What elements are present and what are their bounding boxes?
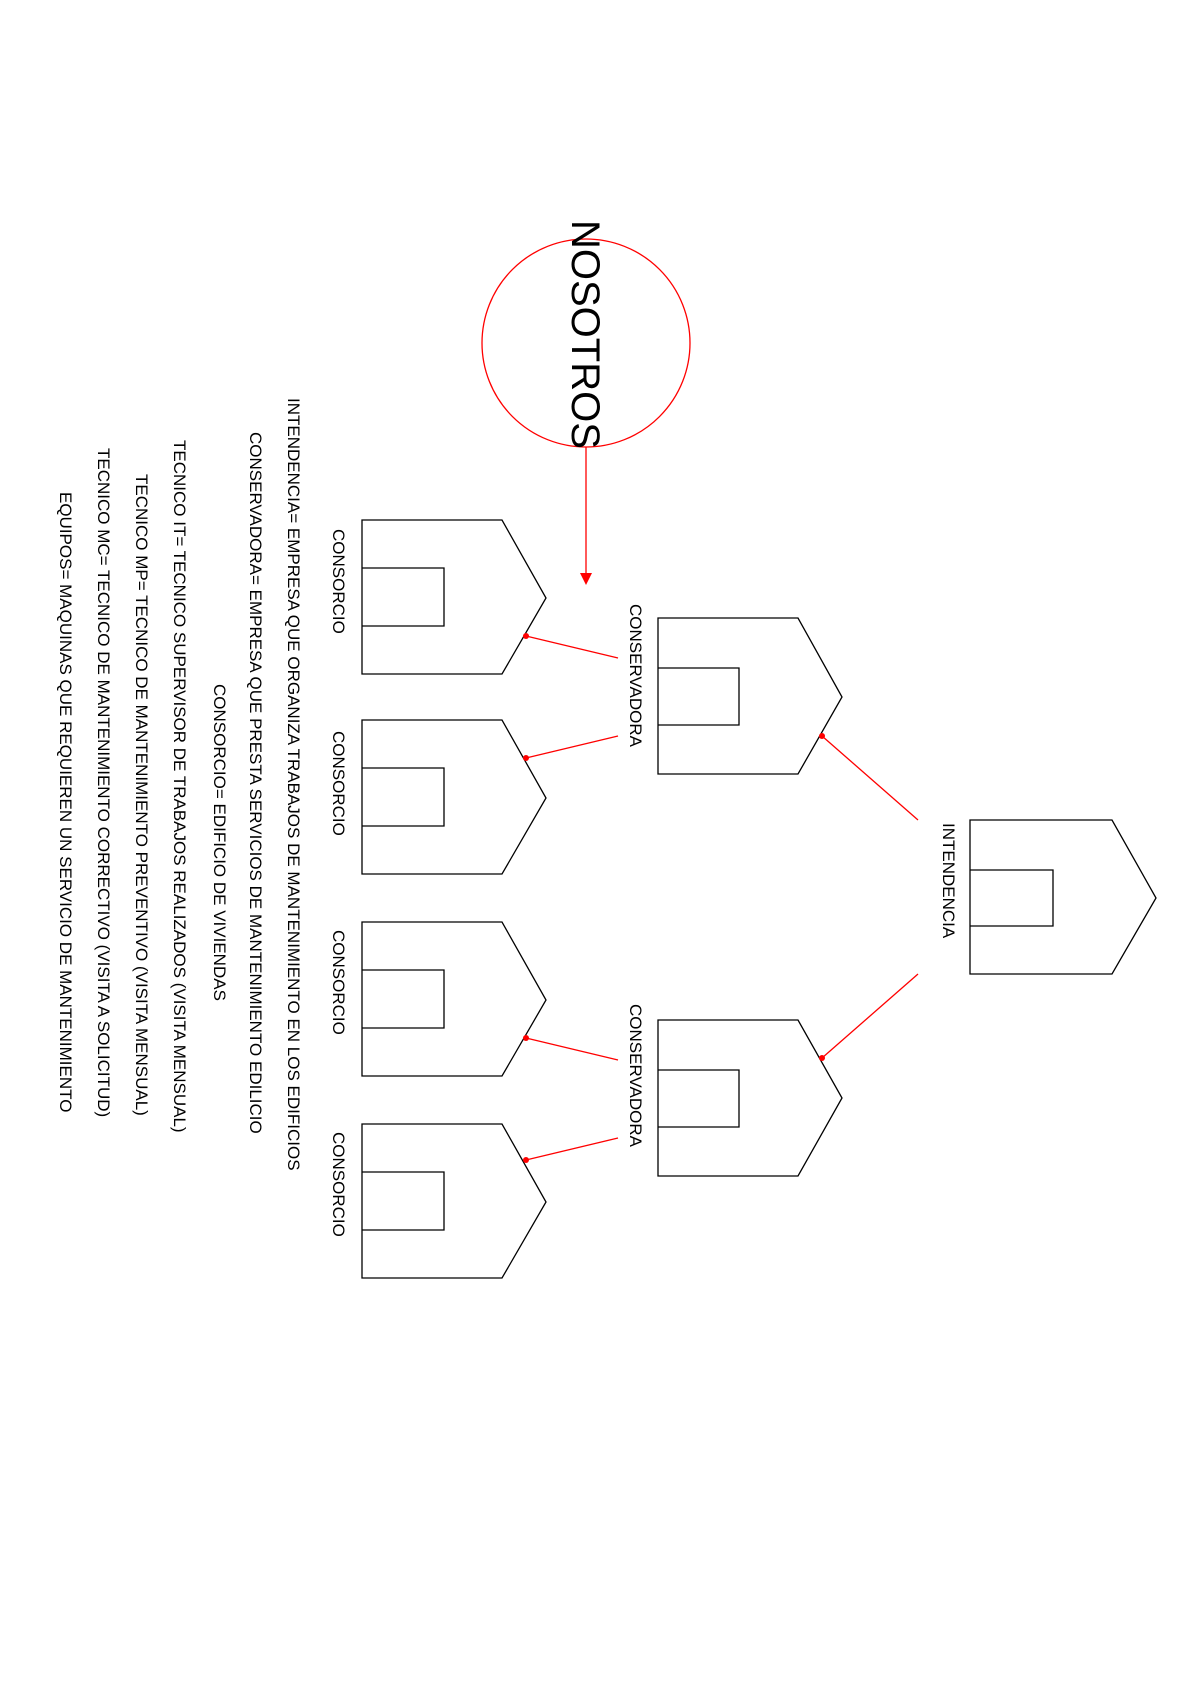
node-consorcio-1 xyxy=(329,520,546,674)
arrowhead-down xyxy=(580,573,592,585)
legend xyxy=(56,398,303,1171)
legend-line-1: INTENDENCIA= EMPRESA QUE ORGANIZA TRABAJOS DE MANTENIMIENTO EN LOS EDIFICIOS xyxy=(284,398,303,1171)
legend-line-5: TECNICO MP= TECNICO DE MANTENIMIENTO PREVENTIVO (VISITA MENSUAL) xyxy=(132,474,151,1116)
title-nosotros: NOSOTROS xyxy=(563,220,607,449)
link-conservadora-bottom-consorcio-4 xyxy=(526,1138,618,1160)
nosotros-arrow xyxy=(580,447,592,585)
link-conservadora-bottom-consorcio-3 xyxy=(526,1038,618,1060)
legend-line-3: CONSORCIO= EDIFICIO DE VIVIENDAS xyxy=(210,684,229,1001)
legend-line-4: TECNICO IT= TECNICO SUPERVISOR DE TRABAJOS REALIZADOS (VISITA MENSUAL) xyxy=(170,440,189,1133)
label-consorcio-1: CONSORCIO xyxy=(329,529,348,634)
link-conservadora-top-consorcio-1 xyxy=(526,636,618,658)
label-conservadora-bottom: CONSERVADORA xyxy=(626,1004,645,1147)
link-conservadora-top-consorcio-2 xyxy=(526,736,618,758)
legend-line-6: TECNICO MC= TECNICO DE MANTENIMIENTO CORRECTIVO (VISITA A SOLICITUD) xyxy=(94,448,113,1118)
label-consorcio-3: CONSORCIO xyxy=(329,930,348,1035)
node-consorcio-4 xyxy=(329,1124,546,1278)
nosotros-group xyxy=(482,220,690,449)
label-consorcio-4: CONSORCIO xyxy=(329,1132,348,1237)
link-intendencia-conservadora-bottom xyxy=(822,974,918,1058)
label-intendencia: INTENDENCIA xyxy=(939,823,958,939)
node-consorcio-2 xyxy=(329,720,546,874)
node-consorcio-3 xyxy=(329,922,546,1076)
label-consorcio-2: CONSORCIO xyxy=(329,731,348,836)
node-conservadora-top xyxy=(626,604,842,774)
node-conservadora-bottom xyxy=(626,1004,842,1176)
label-conservadora-top: CONSERVADORA xyxy=(626,604,645,747)
node-intendencia xyxy=(939,820,1156,974)
link-intendencia-conservadora-top xyxy=(822,736,918,820)
legend-line-2: CONSERVADORA= EMPRESA QUE PRESTA SERVICIOS DE MANTENIMIENTO EDILICIO xyxy=(246,432,265,1134)
legend-line-7: EQUIPOS= MAQUINAS QUE REQUIEREN UN SERVICIO DE MANTENIMIENTO xyxy=(56,492,75,1113)
